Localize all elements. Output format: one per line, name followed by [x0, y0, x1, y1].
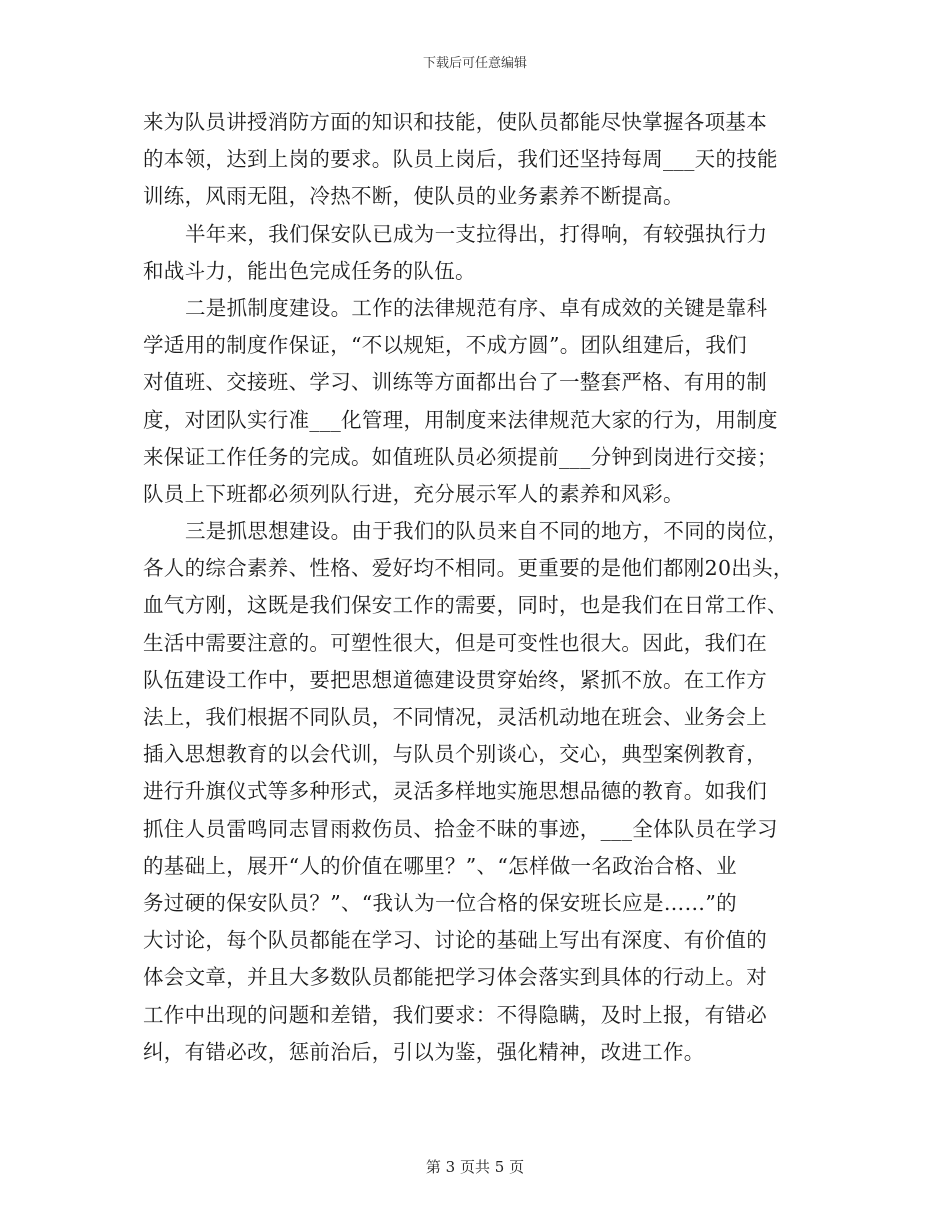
paragraph-first-line: 二是抓制度建设。工作的法律规范有序、卓有成效的关键是靠科 — [185, 295, 768, 320]
page-header: 下载后可任意编辑 — [422, 56, 527, 71]
text-line: 的本领，达到上岗的要求。队员上岗后，我们还坚持每周___天的技能 — [143, 147, 778, 172]
text-line: 队员上下班都必须列队行进，充分展示军人的素养和风彩。 — [143, 481, 684, 506]
text-line: 血气方刚，这既是我们保安工作的需要，同时，也是我们在日常工作、 — [143, 593, 788, 618]
text-line: 和战斗力，能出色完成任务的队伍。 — [143, 258, 476, 283]
text-line: 的基础上，展开“人的价值在哪里？”、“怎样做一名政治合格、业 — [143, 853, 737, 878]
text-line: 法上，我们根据不同队员，不同情况，灵活机动地在班会、业务会上 — [143, 705, 767, 729]
paragraph-first-line: 半年来，我们保安队已成为一支拉得出，打得响，有较强执行力 — [185, 221, 768, 246]
page-footer: 第 3 页共 5 页 — [425, 1158, 525, 1176]
document-body — [143, 104, 808, 1071]
text-line: 度，对团队实行准___化管理，用制度来法律规范大家的行为，用制度 — [143, 407, 778, 432]
text-line: 务过硬的保安队员？”、“我认为一位合格的保安班长应是……”的 — [143, 890, 737, 915]
text-line: 体会文章，并且大多数队员都能把学习体会落实到具体的行动上。对 — [143, 965, 767, 990]
text-line: 工作中出现的问题和差错，我们要求：不得隐瞒，及时上报，有错必 — [143, 1002, 767, 1027]
text-line: 纠，有错必改，惩前治后，引以为鉴，强化精神，改进工作。 — [143, 1039, 705, 1064]
text-line: 学适用的制度作保证，“不以规矩，不成方圆”。团队组建后，我们 — [143, 333, 747, 358]
text-line: 队伍建设工作中，要把思想道德建设贯穿始终，紧抓不放。在工作方 — [143, 667, 767, 692]
text-line: 插入思想教育的以会代训，与队员个别谈心，交心，典型案例教育， — [143, 742, 767, 767]
text-line: 训练，风雨无阻，冷热不断，使队员的业务素养不断提高。 — [143, 184, 684, 209]
text-line: 生活中需要注意的。可塑性很大，但是可变性也很大。因此，我们在 — [143, 630, 767, 655]
paragraph-first-line: 三是抓思想建设。由于我们的队员来自不同的地方，不同的岗位， — [185, 519, 789, 544]
text-line: 各人的综合素养、性格、爱好均不相同。更重要的是他们都刚20出头， — [143, 556, 794, 581]
text-line: 抓住人员雷鸣同志冒雨救伤员、拾金不昧的事迹，___全体队员在学习 — [143, 816, 778, 841]
text-line: 对值班、交接班、学习、训练等方面都出台了一整套严格、有用的制 — [143, 370, 767, 395]
text-line: 来保证工作任务的完成。如值班队员必须提前___分钟到岗进行交接； — [143, 444, 778, 469]
text-line: 进行升旗仪式等多种形式，灵活多样地实施思想品德的教育。如我们 — [143, 779, 767, 804]
text-line: 大讨论，每个队员都能在学习、讨论的基础上写出有深度、有价值的 — [143, 928, 767, 953]
text-line: 来为队员讲授消防方面的知识和技能，使队员都能尽快掌握各项基本 — [143, 110, 767, 134]
